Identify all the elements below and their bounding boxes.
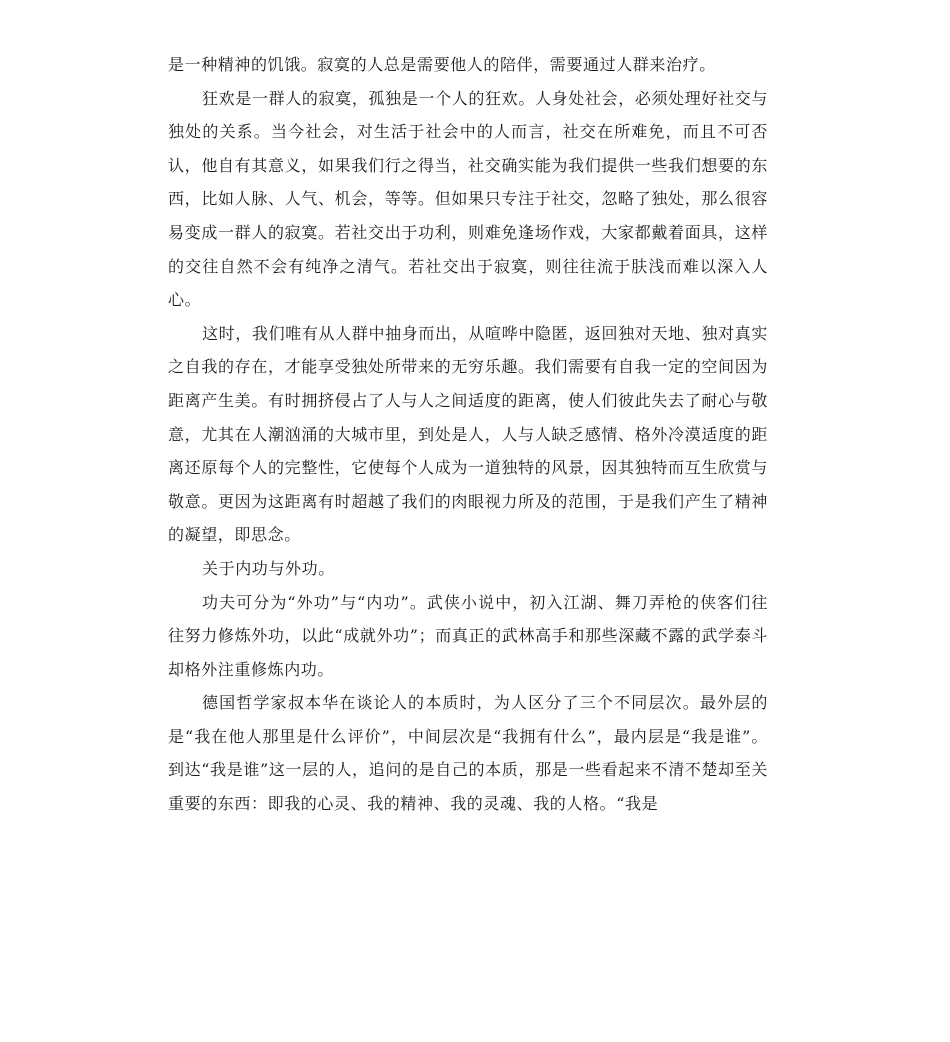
document-page [168,48,768,821]
paragraph-4: 关于内功与外功。 [202,558,335,578]
paragraph-5: 功夫可分为“外功”与“内功”。武侠小说中，初入江湖、舞刀弄枪的侠客们往往努力修炼外功，以此“成就外功”；而真正的武林高手和那些深藏不露的武学泰斗却格外注重修炼内功。 [168,592,768,679]
paragraph-1: 是一种精神的饥饿。寂寞的人总是需要他人的陪伴，需要通过人群来治疗。 [168,55,716,74]
paragraph-6: 德国哲学家叔本华在谈论人的本质时，为人区分了三个不同层次。最外层的是“我在他人那里是什么评价”，中间层次是“我拥有什么”，最内层是“我是谁”。到达“我是谁”这一层的人，追问的是自己的本质，那是一些看起来不清不楚却至关重要的东西：即我的心灵、我的精神、我的灵魂、我的人格。“我是 [168,693,768,814]
paragraph-3: 这时，我们唯有从人群中抽身而出，从喧哗中隐匿，返回独对天地、独对真实之自我的存在，才能享受独处所带来的无穷乐趣。我们需要有自我一定的空间因为距离产生美。有时拥挤侵占了人与人之间适度的距离，使人们彼此失去了耐心与敬意，尤其在人潮汹涌的大城市里，到处是人，人与人缺乏感情、格外冷漠适度的距离还原每个人的完整性，它使每个人成为一道独特的风景，因其独特而互生欣赏与敬意。更因为这距离有时超越了我们的肉眼视力所及的范围，于是我们产生了精神的凝望，即思念。 [168,323,768,545]
paragraph-2: 狂欢是一群人的寂寞，孤独是一个人的狂欢。人身处社会，必须处理好社交与独处的关系。当今社会，对生活于社会中的人而言，社交在所难免，而且不可否认，他自有其意义，如果我们行之得当，社交确实能为我们提供一些我们想要的东西，比如人脉、人气、机会，等等。但如果只专注于社交，忽略了独处，那么很容易变成一群人的寂寞。若社交出于功利，则难免逢场作戏，大家都戴着面具，这样的交往自然不会有纯净之清气。若社交出于寂寞，则往往流于肤浅而难以深入人心。 [168,88,768,310]
